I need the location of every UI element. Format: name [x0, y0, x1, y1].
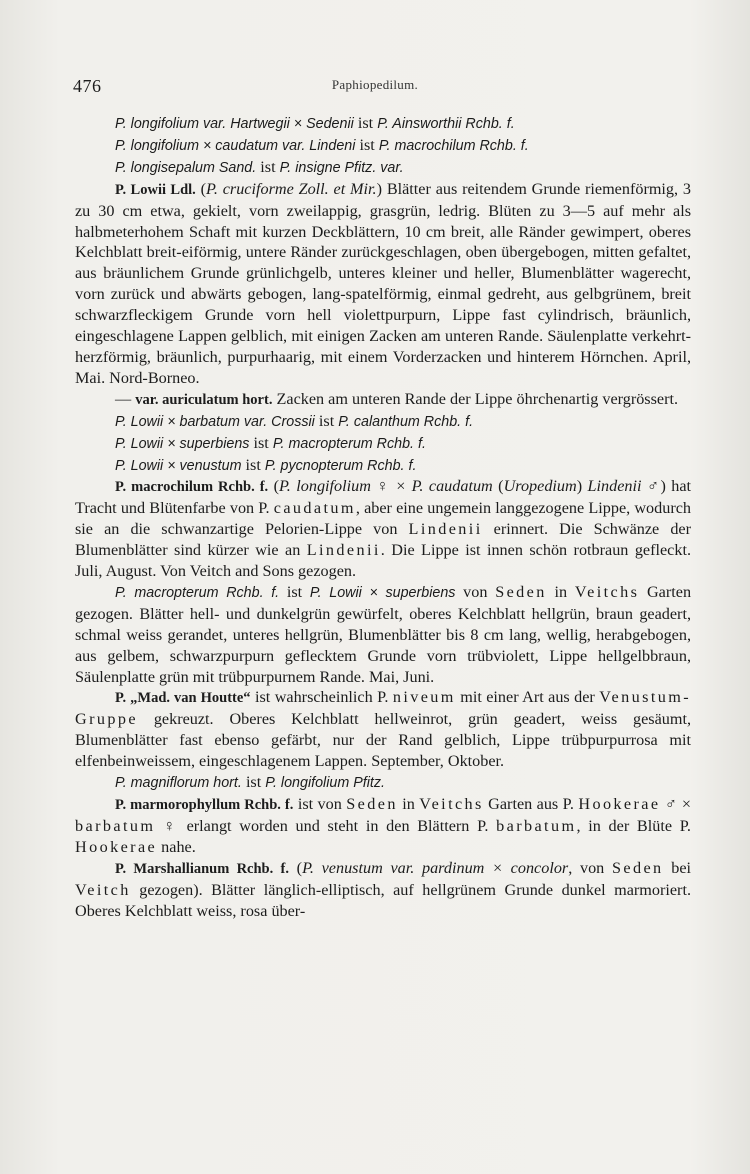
text-run: niveum	[392, 688, 456, 707]
text-run: Hookerae	[75, 837, 158, 856]
text-run: ist	[241, 773, 266, 792]
text-run: in	[397, 795, 420, 813]
text-run: P. Ainsworthii Rchb. f.	[377, 116, 515, 132]
text-run: Seden	[611, 858, 664, 877]
text-run: erinnert. Die Schwänze der Blumenblätter sind kürzer wie an	[75, 520, 691, 560]
syn-lowii-superbiens	[75, 433, 691, 455]
text-run: P. Lowii × barbatum var. Crossii	[115, 413, 315, 430]
text-run: P. macrochilum Rchb. f.	[115, 479, 269, 496]
text-run: ist	[249, 433, 273, 452]
text-run: P. „Mad. van Houtte“	[115, 690, 251, 707]
text-run: ist	[279, 582, 310, 601]
text-run: ist wahrscheinlich P.	[250, 688, 393, 707]
text-run: P. magniflorum hort.	[115, 775, 242, 792]
entry-mad-van-houtte	[75, 687, 691, 772]
text-run: nahe.	[157, 837, 196, 856]
running-head: Paphiopedilum.	[331, 77, 419, 92]
text-run: ist	[355, 135, 379, 154]
text-run: P. macrochilum Rchb. f.	[378, 137, 529, 154]
page-number: 476	[73, 76, 102, 96]
text-run: gezogen). Blätter länglich-elliptisch, auf hellgrünem Grunde dunkel marmoriert. Oberes Kelchblatt weiss, rosa über-	[75, 880, 691, 920]
text-run: ist	[241, 455, 265, 474]
text-run: (	[492, 477, 504, 496]
text-run: )	[576, 477, 588, 496]
syn-magniflorum	[75, 772, 691, 794]
text-run: P. Lowii × venustum	[115, 457, 242, 474]
text-run: mit einer Art aus der	[455, 688, 600, 707]
text-run: Uropedium	[503, 477, 577, 496]
text-run: P. insigne Pfitz. var.	[279, 159, 404, 176]
text-run: P. longisepalum Sand.	[115, 159, 257, 176]
text-run: ist	[256, 157, 280, 176]
text-run: Seden	[346, 795, 398, 813]
text-run: P. macropterum Rchb. f.	[272, 435, 426, 452]
text-run: barbatum	[75, 816, 156, 835]
text-run: Lindenii	[587, 477, 642, 496]
entry-macrochilum	[75, 476, 691, 582]
entry-marmorophyllum	[75, 794, 691, 858]
text-run: ist	[353, 114, 378, 132]
text-run: in	[546, 582, 575, 601]
text-run: ♂ ×	[660, 795, 692, 813]
text-run: , aber eine ungemein langgezogene Lippe, wodurch sie an die schwanzartige Pelorien-Lippe von	[75, 499, 691, 539]
text-run: P. longifolium ♀ × P. caudatum	[279, 477, 493, 496]
text-run: Hookerae	[578, 795, 661, 813]
text-run: Veitch	[75, 880, 131, 899]
text-run: P. longifolium × caudatum var. Lindeni	[115, 137, 356, 154]
text-run: —	[115, 389, 136, 408]
text-run: P. macropterum Rchb. f.	[115, 584, 280, 601]
text-run: P. Lowii × superbiens	[309, 584, 456, 601]
text-run: P. Lowii Ldl.	[115, 181, 196, 198]
text-run: P. Marshallianum Rchb. f.	[115, 860, 289, 877]
text-run: P. Lowii × superbiens	[115, 435, 250, 452]
text-run: Lindenii	[306, 541, 381, 560]
text-run: ♂) hat Tracht und Blütenfarbe von P.	[75, 477, 692, 518]
text-run: Veitchs	[574, 582, 640, 601]
syn-hartwegii	[75, 113, 691, 135]
text-run: (	[288, 858, 303, 877]
page-body	[75, 113, 691, 921]
text-run: Zacken am unteren Rande der Lippe öhrchenartig vergrössert.	[272, 389, 679, 408]
text-run: P. venustum var. pardinum × concolor	[302, 858, 569, 877]
text-run: Lindenii	[408, 520, 483, 539]
text-run: gekreuzt. Oberes Kelchblatt hellweinrot, grün geadert, weiss gesäumt, Blumenblätter fast ebenso gefärbt, nur der Rand gelblich, Lippe trübpurpurrosa mit elfenbeinweissem, eingeschlagenem Lappen. September, Oktober.	[75, 710, 691, 771]
text-run: ist von	[293, 795, 347, 813]
text-run: P. pycnopterum Rchb. f.	[264, 457, 417, 474]
entry-macropterum	[75, 582, 691, 688]
syn-lowii-venustum	[75, 455, 691, 477]
syn-lowii-barbatum	[75, 411, 691, 433]
text-run: , von	[568, 858, 612, 877]
text-run: Veitchs	[419, 795, 484, 813]
text-run: barbatum	[496, 816, 577, 835]
entry-marshallianum	[75, 858, 691, 922]
text-run: Venustum-Gruppe	[75, 688, 691, 729]
text-run: ) Blätter aus reitendem Grunde riemenförmig, 3 zu 30 cm etwa, gekielt, vorn zweilappig, grasgrün, ledrig. Blüten zu 3—5 auf mehr als halbmeterhohem Schaft mit kurzen Deckblättern, 10 cm breit, alle Ränder gewimpert, oberes Kelchblatt breit-eiförmig, untere Ränder zurückgeschlagen, oben übergebogen, mitten gefaltet, aus bräunlichem Grunde grünlichgelb, unteres kleiner und heller, Blumenblätter wagerecht, vorn zurück und abwärts gebogen, lang-spatelförmig, einmal gedreht, aus gelbgrünem, breit schwarzfleckigem Grunde vorn hell violettpurpurn, Lippe fast cylindrisch, bräunlich, eingeschlagene Lappen gelblich, mit einigen Zacken am unteren Rande. Säulenplatte verkehrt-herzförmig, bräunlich, purpurhaarig, mit einem Vorderzacken und hinterem Hörnchen. April, Mai. Nord-Borneo.	[75, 179, 691, 387]
text-run: . Die Lippe ist innen schön rotbraun gefleckt. Juli, August. Von Veitch and Sons gezogen.	[75, 541, 692, 581]
text-run: ♀ erlangt worden und steht in den Blättern P.	[155, 816, 497, 835]
text-run: var. auriculatum hort.	[135, 391, 273, 408]
entry-lowii	[75, 179, 691, 389]
text-run: P. longifolium Pfitz.	[265, 775, 386, 792]
text-run: (	[195, 179, 207, 198]
entry-auriculatum	[75, 389, 691, 411]
text-run: caudatum	[273, 499, 356, 518]
text-run: P. longifolium var. Hartwegii × Sedenii	[115, 116, 354, 132]
text-run: Garten aus P.	[483, 795, 579, 813]
text-run: P. marmorophyllum Rchb. f.	[115, 797, 294, 813]
text-run: (	[268, 477, 279, 496]
text-run: bei	[663, 858, 692, 877]
text-run: Seden	[495, 582, 547, 601]
text-run: Garten gezogen. Blätter hell- und dunkelgrün gewürfelt, oberes Kelchblatt hellgrün, braun geadert, schmal weiss gerandet, unteres hellgrün, Blumenblätter bis 8 cm lang, wellig, herabgebogen, aus gelbem, schwarzpurpurn geflecktem Grunde vorn trübviolett, Lippe hellgelbbraun, Säulenplatte grün mit trübpurpurnem Rande. Mai, Juni.	[75, 582, 692, 686]
text-run: P. calanthum Rchb. f.	[338, 413, 474, 430]
syn-caudatum-lindeni	[75, 135, 691, 157]
text-run: ist	[314, 411, 339, 430]
text-run: von	[455, 582, 496, 601]
text-run: , in der Blüte P.	[576, 816, 691, 835]
text-run: P. cruciforme Zoll. et Mir.	[206, 179, 377, 198]
syn-longisepalum	[75, 157, 691, 179]
